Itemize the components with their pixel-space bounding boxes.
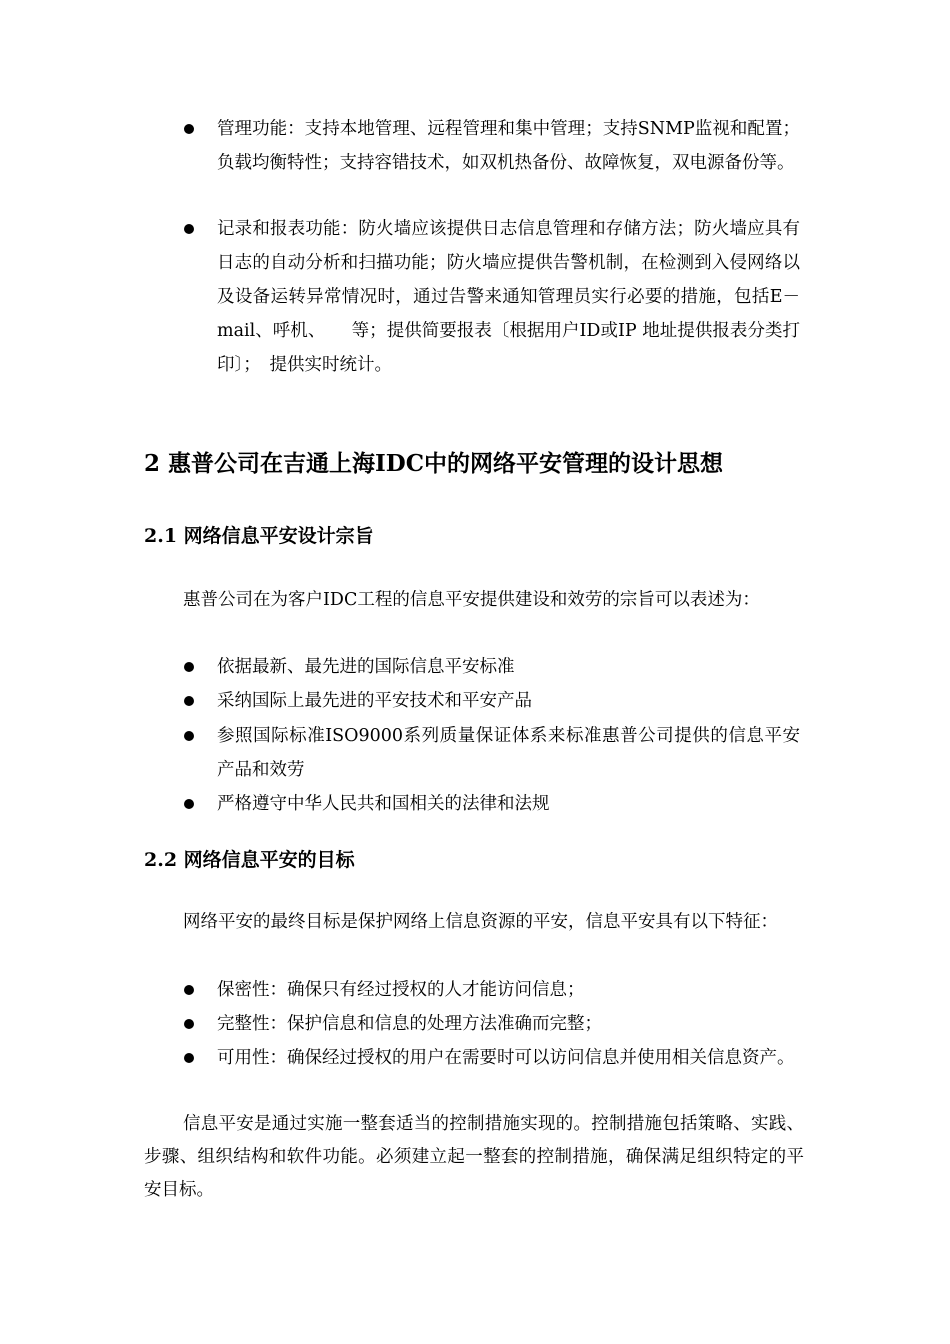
bullet-dot (184, 662, 194, 672)
paragraph-2-2-closing: 信息平安是通过实施一整套适当的控制措施实现的。控制措施包括策略、实践、步骤、组织结构和软件功能。必须建立起一整套的控制措施，确保满足组织特定的平安目标。 (144, 1114, 804, 1200)
bullet-text: 完整性：保护信息和信息的处理方法准确而完整； (217, 1014, 602, 1034)
bullet-text: 参照国际标准ISO9000系列质量保证体系来标准惠普公司提供的信息平安产品和效劳 (217, 726, 800, 780)
bullet-text: 采纳国际上最先进的平安技术和平安产品 (217, 691, 532, 711)
bullet-dot (184, 696, 194, 706)
bullet-dot (184, 1053, 194, 1063)
subsection-heading-2-1: 2.1 网络信息平安设计宗旨 (144, 525, 374, 547)
bullet-text: 严格遵守中华人民共和国相关的法律和法规 (217, 794, 550, 814)
bullet-text: 保密性：确保只有经过授权的人才能访问信息； (217, 980, 585, 1000)
bullet-dot (184, 985, 194, 995)
bullet-dot (184, 799, 194, 809)
section-heading-2: 2 惠普公司在吉通上海IDC中的网络平安管理的设计思想 (144, 450, 724, 477)
bullet-text: 依据最新、最先进的国际信息平安标准 (217, 657, 515, 677)
bullet-dot (184, 731, 194, 741)
bullet-text: 管理功能：支持本地管理、远程管理和集中管理；支持SNMP监视和配置；负载均衡特性；支持容错技术，如双机热备份、故障恢复，双电源备份等。 (217, 119, 800, 173)
subsection-heading-2-2: 2.2 网络信息平安的目标 (144, 849, 355, 871)
bullet-text: 记录和报表功能：防火墙应该提供日志信息管理和存储方法；防火墙应具有日志的自动分析和扫描功能；防火墙应提供告警机制，在检测到入侵网络以及设备运转异常情况时，通过告警来通知管理员实行必要的措施，包括E－mail、呼机、 等；提供简要报表〔根据用户ID或IP 地址提供报表分类打印〕； 提供实时统计。 (217, 219, 800, 375)
bullet-text: 可用性：确保经过授权的用户在需要时可以访问信息并使用相关信息资产。 (217, 1048, 795, 1068)
bullet-dot (184, 224, 194, 234)
paragraph-2-2-intro: 网络平安的最终目标是保护网络上信息资源的平安，信息平安具有以下特征： (183, 912, 778, 932)
bullet-dot (184, 1019, 194, 1029)
paragraph-2-1-intro: 惠普公司在为客户IDC工程的信息平安提供建设和效劳的宗旨可以表述为： (183, 590, 760, 610)
bullet-dot (184, 124, 194, 134)
